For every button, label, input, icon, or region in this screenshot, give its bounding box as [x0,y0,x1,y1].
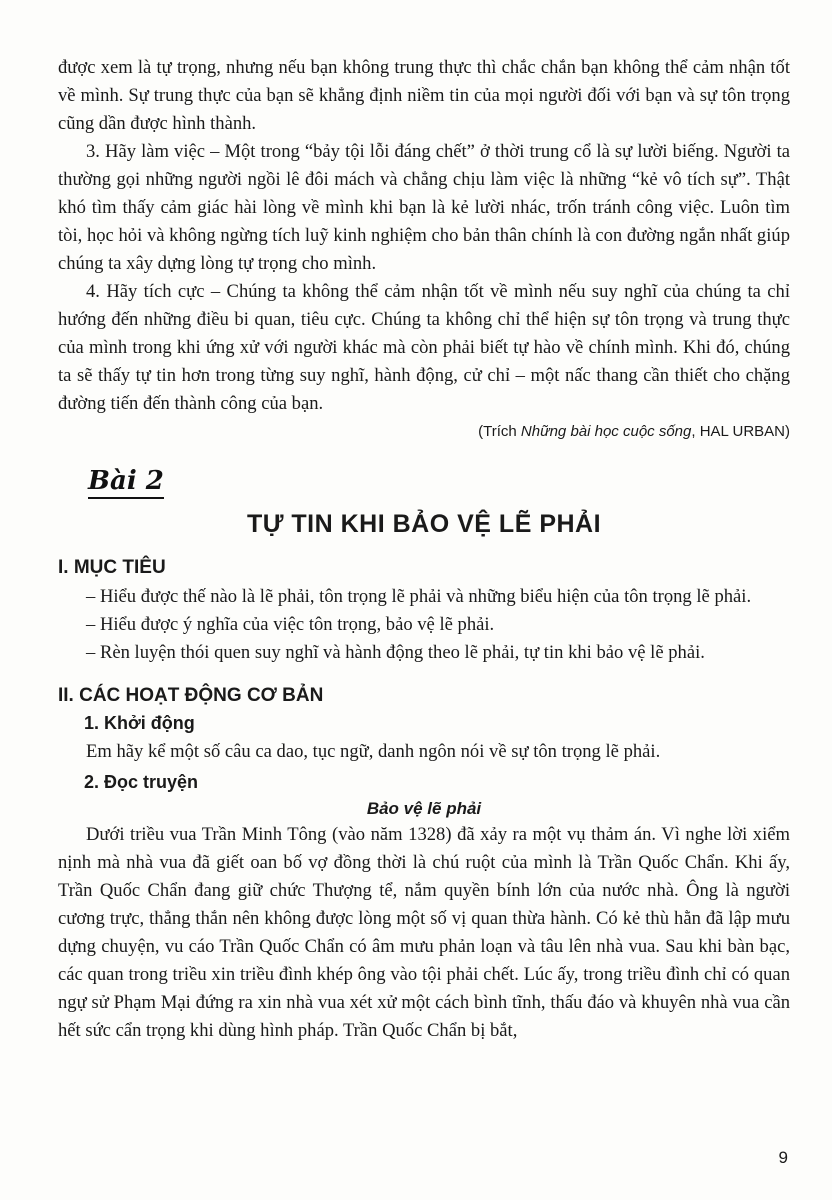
page-content [58,54,790,1045]
objective-item: – Hiểu được ý nghĩa của việc tôn trọng, bảo vệ lẽ phải. [86,614,495,635]
citation [58,420,790,444]
lesson-number: Bài 2 [88,466,164,496]
paragraph-honesty: được xem là tự trọng, nhưng nếu bạn không trung thực thì chắc chắn bạn không thể cảm nhận tốt về mình. Sự trung thực của bạn sẽ khẳng định niềm tin của mọi người đối với bạn và sự tôn trọng cũng dần được hình thành. [58,57,790,134]
objective-item: – Hiểu được thế nào là lẽ phải, tôn trọng lẽ phải và những biểu hiện của tôn trọng lẽ phải. [86,586,752,607]
section-objectives-heading: I. MỤC TIÊU [58,557,166,578]
paragraph-positive: 4. Hãy tích cực – Chúng ta không thể cảm nhận tốt về mình nếu suy nghĩ của chúng ta chỉ hướng đến những điều bi quan, tiêu cực. Chúng ta không chỉ thể hiện sự tôn trọng và trung thực của mình trong khi ứng xử với người khác mà còn phải biết tự hào về chính mình. Khi đó, chúng ta sẽ thấy tự tin hơn trong từng suy nghĩ, hành động, cử chỉ – một nấc thang cần thiết cho chặng đường tiến đến thành công của bạn. [58,281,790,414]
citation-book: Những bài học cuộc sống [520,423,692,440]
citation-prefix: (Trích [478,423,521,440]
lesson-title: TỰ TIN KHI BẢO VỆ LẼ PHẢI [246,510,602,538]
subsection-warmup-heading: 1. Khởi động [84,713,195,733]
warmup-text: Em hãy kể một số câu ca dao, tục ngữ, danh ngôn nói về sự tôn trọng lẽ phải. [86,741,661,762]
paragraph-work: 3. Hãy làm việc – Một trong “bảy tội lỗi đáng chết” ở thời trung cổ là sự lười biếng. Người ta thường gọi những người ngồi lê đôi mách và chẳng chịu làm việc là những “kẻ vô tích sự”. Thật khó tìm thấy cảm giác hài lòng về mình khi bạn là kẻ lười nhác, trốn tránh công việc. Luôn tìm tòi, học hỏi và không ngừng tích luỹ kinh nghiệm cho bản thân chính là con đường ngắn nhất giúp chúng ta xây dựng lòng tự trọng cho mình. [58,141,790,274]
subsection-reading-heading: 2. Đọc truyện [84,772,199,792]
section-activities-heading: II. CÁC HOẠT ĐỘNG CƠ BẢN [58,685,324,706]
story-title: Bảo vệ lẽ phải [366,799,482,818]
objective-item: – Rèn luyện thói quen suy nghĩ và hành động theo lẽ phải, tự tin khi bảo vệ lẽ phải. [86,642,705,663]
page-number: 9 [778,1148,788,1167]
story-text: Dưới triều vua Trần Minh Tông (vào năm 1328) đã xảy ra một vụ thảm án. Vì nghe lời xiểm nịnh mà nhà vua đã giết oan bố vợ đồng thời là chú ruột của mình là Trần Quốc Chẩn. Khi ấy, Trần Quốc Chẩn đang giữ chức Thượng tể, nắm quyền bính lớn của nước nhà. Ông là người cương trực, thẳng thắn nên không được lòng một số vị quan thừa hành. Có kẻ thù hằn đã lập mưu dựng chuyện, vu cáo Trần Quốc Chẩn có âm mưu phản loạn và tâu lên nhà vua. Sau khi bàn bạc, các quan trong triều xin triều đình khép ông vào tội phải chết. Lúc ấy, trong triều đình chỉ có quan ngự sử Phạm Mại đứng ra xin nhà vua xét xử một cách bình tĩnh, thấu đáo và khuyên nhà vua cần hết sức cẩn trọng khi dùng hình pháp. Trần Quốc Chẩn bị bắt, [58,824,790,1041]
citation-suffix: , HAL URBAN) [691,423,790,440]
